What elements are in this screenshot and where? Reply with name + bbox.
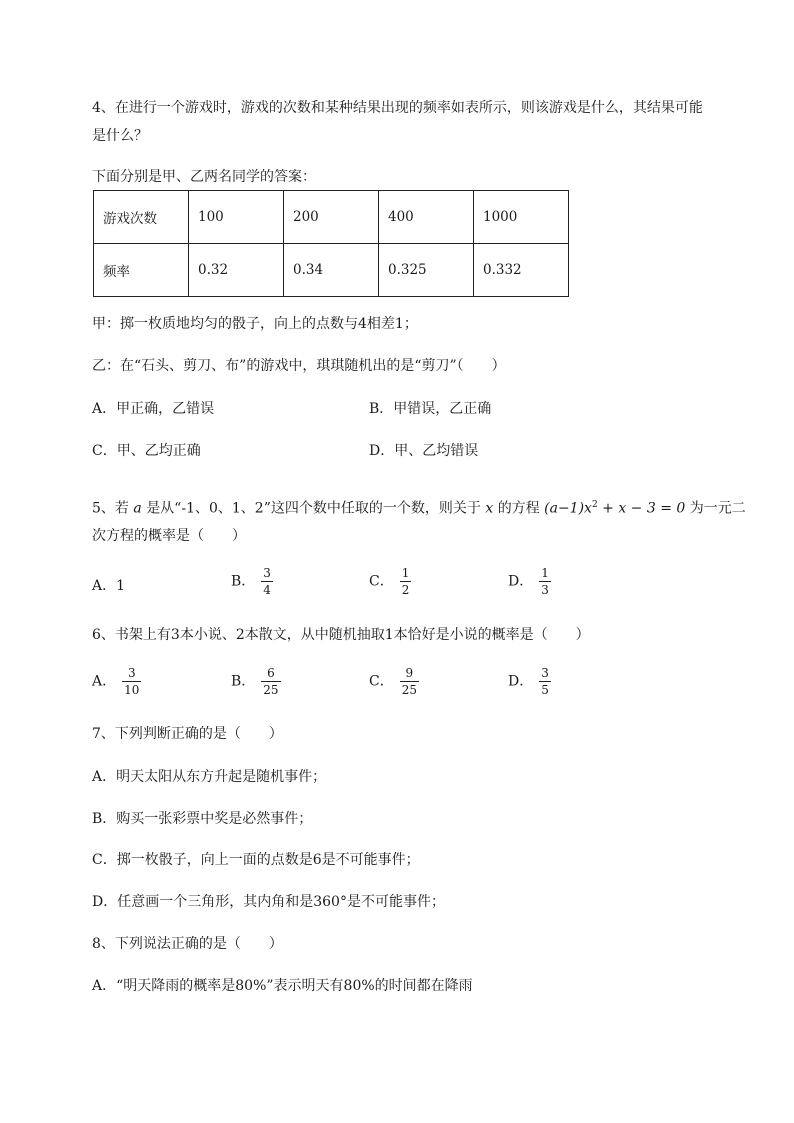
denominator: 25 [401, 683, 417, 697]
table-cell: 100 [189, 191, 284, 244]
denominator: 3 [541, 583, 549, 597]
q5-option-d [508, 566, 551, 597]
numerator: 1 [401, 566, 410, 580]
q4-option-a: A．甲正确，乙错误 [92, 401, 215, 417]
q6-option-c [369, 666, 419, 697]
denominator: 4 [263, 583, 271, 597]
numerator: 3 [541, 666, 549, 680]
q4-intro: 下面分别是甲、乙两名同学的答案： [92, 169, 316, 185]
q4-answer-jia: 甲：掷一枚质地均匀的骰子，向上的点数与4相差1； [92, 316, 418, 332]
table-cell: 200 [284, 191, 379, 244]
q5-mid: 是从“-1、0、1、2”这四个数中任取的一个数，则关于 [146, 500, 481, 517]
q7-option-b: B．购买一张彩票中奖是必然事件； [92, 811, 313, 827]
q7-stem: 7、下列判断正确的是（ ） [92, 726, 283, 742]
numerator: 6 [261, 666, 280, 682]
q5-stem-line1 [92, 495, 746, 519]
q6-option-b [231, 666, 281, 697]
q5-equation-left: (a−1)x [544, 500, 592, 517]
q5-mid2: 的方程 [497, 500, 540, 517]
q6-option-d [508, 666, 551, 697]
denominator: 2 [401, 583, 410, 597]
table-cell: 游戏次数 [94, 191, 189, 244]
fraction [539, 666, 551, 697]
q5-pre: 5、若 [92, 500, 129, 517]
table-cell: 0.34 [284, 244, 379, 297]
denominator: 10 [124, 683, 140, 697]
option-label: D． [508, 573, 534, 590]
q6-option-a [92, 666, 141, 697]
numerator: 1 [541, 566, 549, 580]
q5-var-x: x [485, 500, 494, 517]
option-label: B． [231, 573, 256, 590]
q5-equation-exponent: 2 [591, 500, 598, 510]
q6-stem: 6、书架上有3本小说、2本散文，从中随机抽取1本恰好是小说的概率是（ ） [92, 627, 590, 643]
fraction [539, 566, 551, 597]
fraction [261, 666, 280, 697]
q7-option-d: D．任意画一个三角形，其内角和是360°是不可能事件； [92, 894, 445, 910]
q7-option-a: A．明天太阳从东方升起是随机事件； [92, 769, 327, 785]
numerator: 9 [400, 666, 419, 682]
denominator: 5 [541, 683, 549, 697]
numerator: 3 [263, 566, 271, 580]
q5-post: 为一元二 [689, 500, 746, 517]
q4-stem-line2: 是什么？ [92, 128, 148, 144]
q5-equation-right: + x − 3 = 0 [602, 500, 686, 517]
fraction [400, 566, 412, 597]
table-cell: 0.32 [189, 244, 284, 297]
option-label: A． [92, 673, 117, 690]
q8-option-a: A．“明天降雨的概率是80%”表示明天有80%的时间都在降雨 [92, 978, 473, 994]
q4-option-c: C．甲、乙均正确 [92, 443, 201, 459]
q4-answer-yi: 乙：在“石头、剪刀、布”的游戏中，琪琪随机出的是“剪刀”（ ） [92, 358, 506, 374]
table-cell: 0.332 [474, 244, 569, 297]
option-label: C． [369, 573, 394, 590]
q5-var-a: a [133, 500, 142, 517]
option-label: D． [508, 673, 534, 690]
q4-option-b: B．甲错误，乙正确 [369, 401, 492, 417]
q5-option-b [231, 566, 273, 597]
q5-option-c [369, 566, 411, 597]
table-row [94, 244, 569, 297]
q5-stem-line2: 次方程的概率是（ ） [92, 528, 246, 544]
numerator: 3 [122, 666, 141, 682]
q7-option-c: C．掷一枚骰子，向上一面的点数是6是不可能事件； [92, 852, 420, 868]
q5-option-a: A．1 [92, 578, 126, 594]
table-cell: 400 [379, 191, 474, 244]
denominator: 25 [263, 683, 279, 697]
fraction [261, 566, 273, 597]
q8-stem: 8、下列说法正确的是（ ） [92, 936, 283, 952]
q4-option-d: D．甲、乙均错误 [369, 443, 479, 459]
option-label: B． [231, 673, 256, 690]
fraction [400, 666, 419, 697]
frequency-table [93, 190, 569, 297]
table-row [94, 191, 569, 244]
fraction [122, 666, 141, 697]
table-cell: 0.325 [379, 244, 474, 297]
q4-stem-line1: 4、在进行一个游戏时，游戏的次数和某种结果出现的频率如表所示，则该游戏是什么，其结果可能 [92, 100, 703, 116]
option-label: C． [369, 673, 394, 690]
table-cell: 频率 [94, 244, 189, 297]
table-cell: 1000 [474, 191, 569, 244]
